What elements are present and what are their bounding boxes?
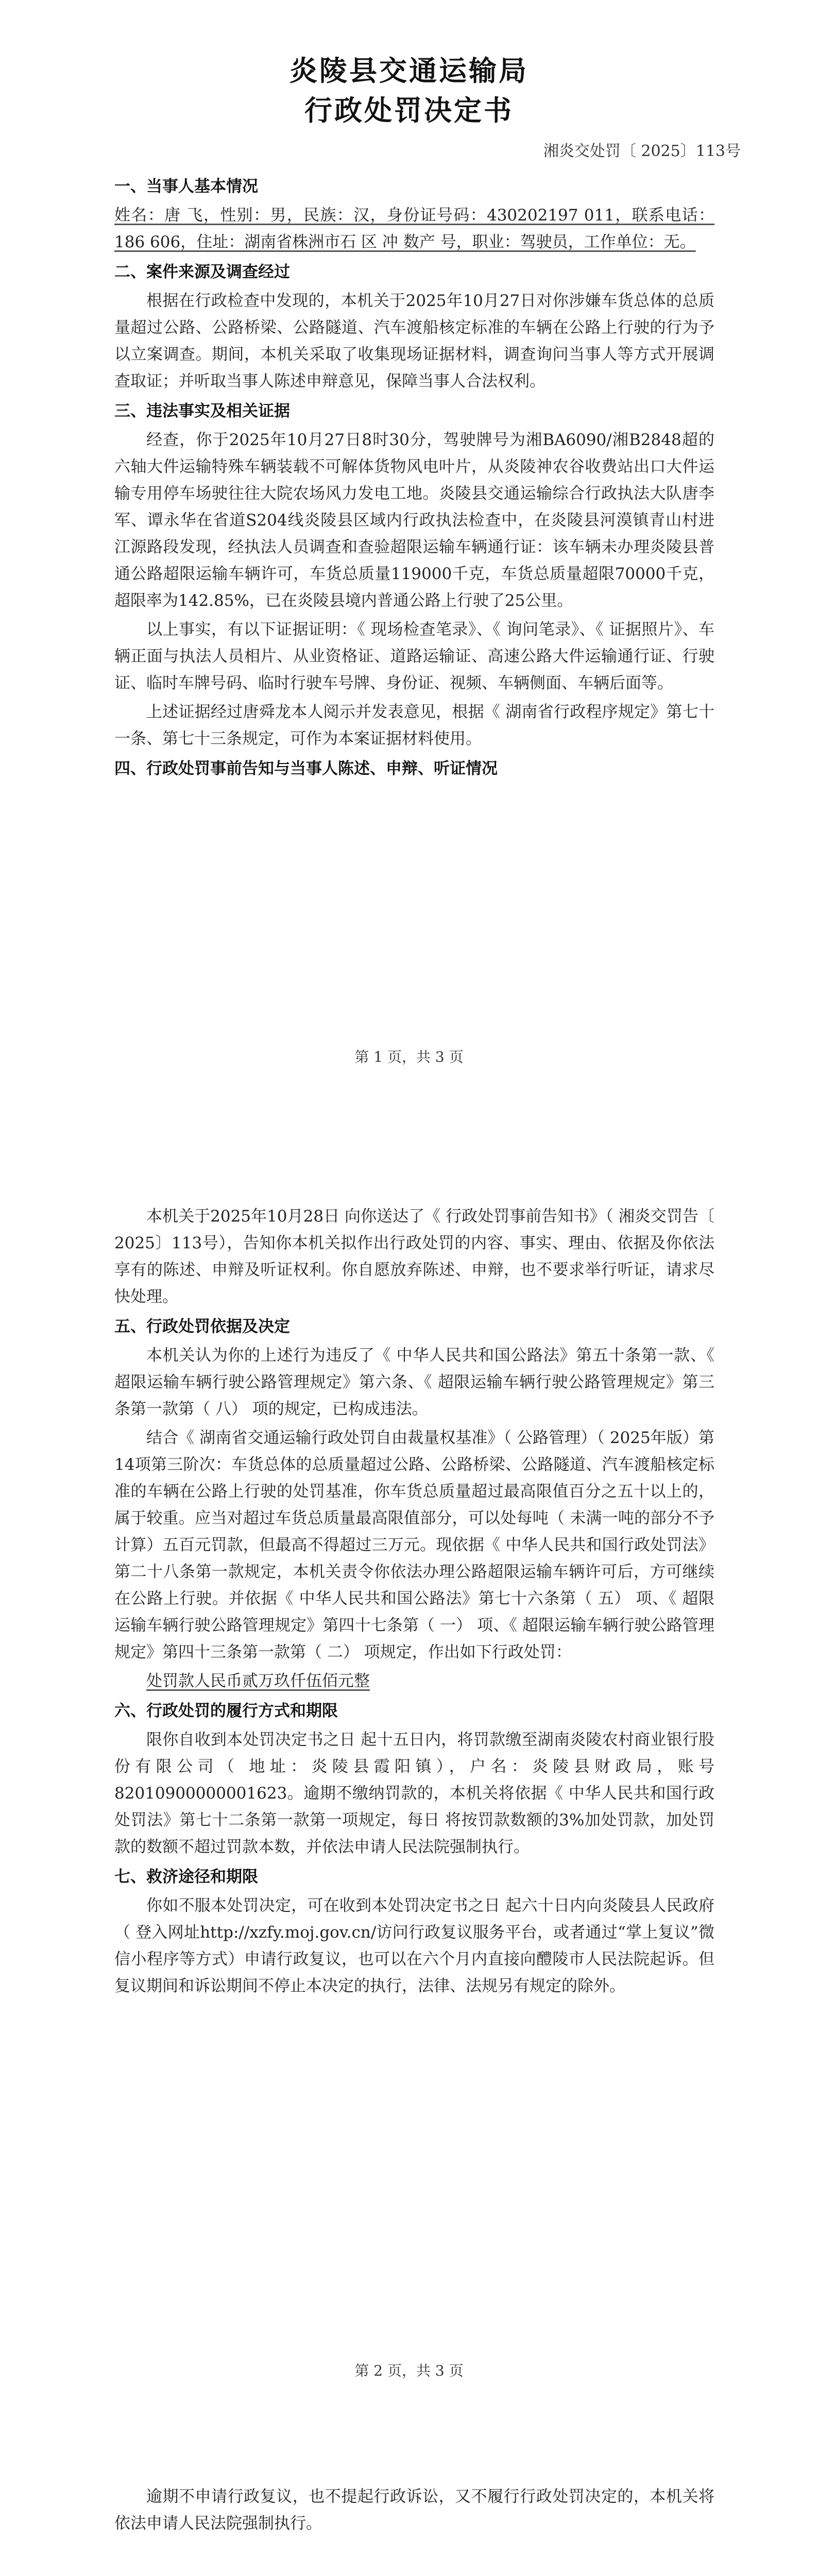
- section-7-heading: 七、救济途径和期限: [114, 1868, 258, 1886]
- document-title-type: 行政处罚决定书: [304, 94, 514, 127]
- page-1: [0, 0, 818, 1133]
- page-number-1: 第 1 页，共 3 页: [354, 1048, 464, 1065]
- evidence-list: 以上事实，有以下证据证明：《 现场检查笔录》、《 询问笔录》、《 证据照片》、车辆正面与执法人员相片、从业资格证、道路运输证、高速公路大件运输通行证、行驶证、临时车牌号码、临时行驶车号牌、身份证、视频、车辆侧面、车辆后面等。: [114, 620, 714, 692]
- section-5-heading: 五、行政处罚依据及决定: [114, 1317, 290, 1336]
- remedy-text: 你如不服本处罚决定，可在收到本处罚决定书之日 起六十日内向炎陵县人民政府（ 登入网址http://xzfy.moj.gov.cn/访问行政复议服务平台，或者通过“掌上复议”微信小程序等方式）申请行政复议，也可以在六个月内直接向醴陵市人民法院起诉。但复议期间和诉讼期间不停止本决定的执行，法律、法规另有规定的除外。: [114, 1896, 714, 1995]
- section-6-heading: 六、行政处罚的履行方式和期限: [114, 1702, 338, 1720]
- enforcement-text: 逾期不申请行政复议，也不提起行政诉讼，又不履行行政处罚决定的，本机关将依法申请人民法院强制执行。: [114, 2487, 714, 2533]
- section-3-heading: 三、违法事实及相关证据: [114, 402, 290, 420]
- document-number: 湘炎交处罚〔 2025〕113号: [543, 142, 741, 160]
- case-source-text: 根据在行政检查中发现的，本机关于2025年10月27日对你涉嫌车货总体的总质量超过公路、公路桥梁、公路隧道、汽车渡船核定标准的车辆在公路上行驶的行为予以立案调查。期间，本机关采取了收集现场证据材料，调查询问当事人等方式开展调查取证；并听取当事人陈述申辩意见，保障当事人合法权利。: [114, 292, 714, 391]
- penalty-basis-text: 结合《 湖南省交通运输行政处罚自由裁量权基准》（ 公路管理）（ 2025年版）第14项第三阶次：车货总体的总质量超过公路、公路桥梁、公路隧道、汽车渡船核定标准的车辆在公路上行驶的处罚基准，你车货总质量超过最高限值百分之五十以上的，属于较重。应当对超过车货总质量最高限值部分，可以处每吨（ 未满一吨的部分不予计算）五百元罚款，但最高不得超过三万元。现依据《 中华人民共和国行政处罚法》第二十八条第一款规定，本机关责令你依法办理公路超限运输车辆许可后，方可继续在公路上行驶。并依据《 中华人民共和国公路法》第七十六条第（ 五） 项、《 超限运输车辆行驶公路管理规定》第四十七条第（ 一） 项、《 超限运输车辆行驶公路管理规定》第四十三条第一款第（ 二） 项规定，作出如下行政处罚：: [114, 1429, 714, 1662]
- section-4-heading: 四、行政处罚事前告知与当事人陈述、申辩、听证情况: [114, 759, 498, 778]
- evidence-confirmation: 上述证据经过唐舜龙本人阅示并发表意见，根据《 湖南省行政程序规定》第七十一条、第七十三条规定，可作为本案证据材料使用。: [114, 703, 714, 748]
- penalty-amount: 处罚款人民币贰万玖仟伍佰元整: [146, 1672, 370, 1690]
- page-2-body: [114, 1203, 714, 2002]
- prior-notice-text: 本机关于2025年10月28日 向你送达了《 行政处罚事前告知书》（ 湘炎交罚告〔 2025〕113号），告知你本机关拟作出行政处罚的内容、事实、理由、依据及你依法享有的陈述、申辩及听证权利。你自愿放弃陈述、申辩，也不要求举行听证，请求尽快处理。: [114, 1207, 714, 1306]
- document-title-agency: 炎陵县交通运输局: [289, 55, 529, 87]
- page-3: [0, 2421, 818, 2576]
- section-2-heading: 二、案件来源及调查经过: [114, 263, 290, 281]
- page-3-body: [114, 2483, 714, 2539]
- payment-terms: 限你自收到本处罚决定书之日 起十五日内，将罚款缴至湖南炎陵农村商业银行股份有限公司（ 地址：炎陵县霞阳镇），户名：炎陵县财政局，账号82010900000001623。逾期不缴纳罚款的，本机关将依据《 中华人民共和国行政处罚法》第七十二条第一款第一项规定，每日 将按罚款数额的3%加处罚款，加处罚款的数额不超过罚款本数，并依法申请人民法院强制执行。: [114, 1731, 714, 1856]
- violation-facts: 经查，你于2025年10月27日8时30分，驾驶牌号为湘BA6090/湘B2848超的六轴大件运输特殊车辆装载不可解体货物风电叶片，从炎陵神农谷收费站出口大件运输专用停车场驶往往大院农场风力发电工地。炎陵县交通运输综合行政执法大队唐李军、谭永华在省道S204线炎陵县区域内行政执法检查中，在炎陵县河漠镇青山村进江源路段发现，经执法人员调查和查验超限运输车辆通行证：该车辆未办理炎陵县普通公路超限运输车辆许可，车货总质量119000千克，车货总质量超限70000千克，超限率为142.85%，已在炎陵县境内普通公路上行驶了25公里。: [114, 431, 714, 610]
- page-1-body: [114, 170, 714, 784]
- section-1-heading: 一、当事人基本情况: [114, 177, 258, 196]
- page-2: [0, 1133, 818, 2421]
- party-info: 姓名：唐 飞，性别：男，民族：汉，身份证号码：430202197 011，联系电话：186 606，住址：湖南省株洲市石 区 冲 数产 号，职业：驾驶员，工作单位：无。: [114, 206, 714, 251]
- page-number-2: 第 2 页，共 3 页: [354, 2362, 464, 2379]
- legal-basis-text: 本机关认为你的上述行为违反了《 中华人民共和国公路法》第五十条第一款、《 超限运输车辆行驶公路管理规定》第六条、《 超限运输车辆行驶公路管理规定》第三条第一款第（ 八） 项的规定，已构成违法。: [114, 1346, 714, 1418]
